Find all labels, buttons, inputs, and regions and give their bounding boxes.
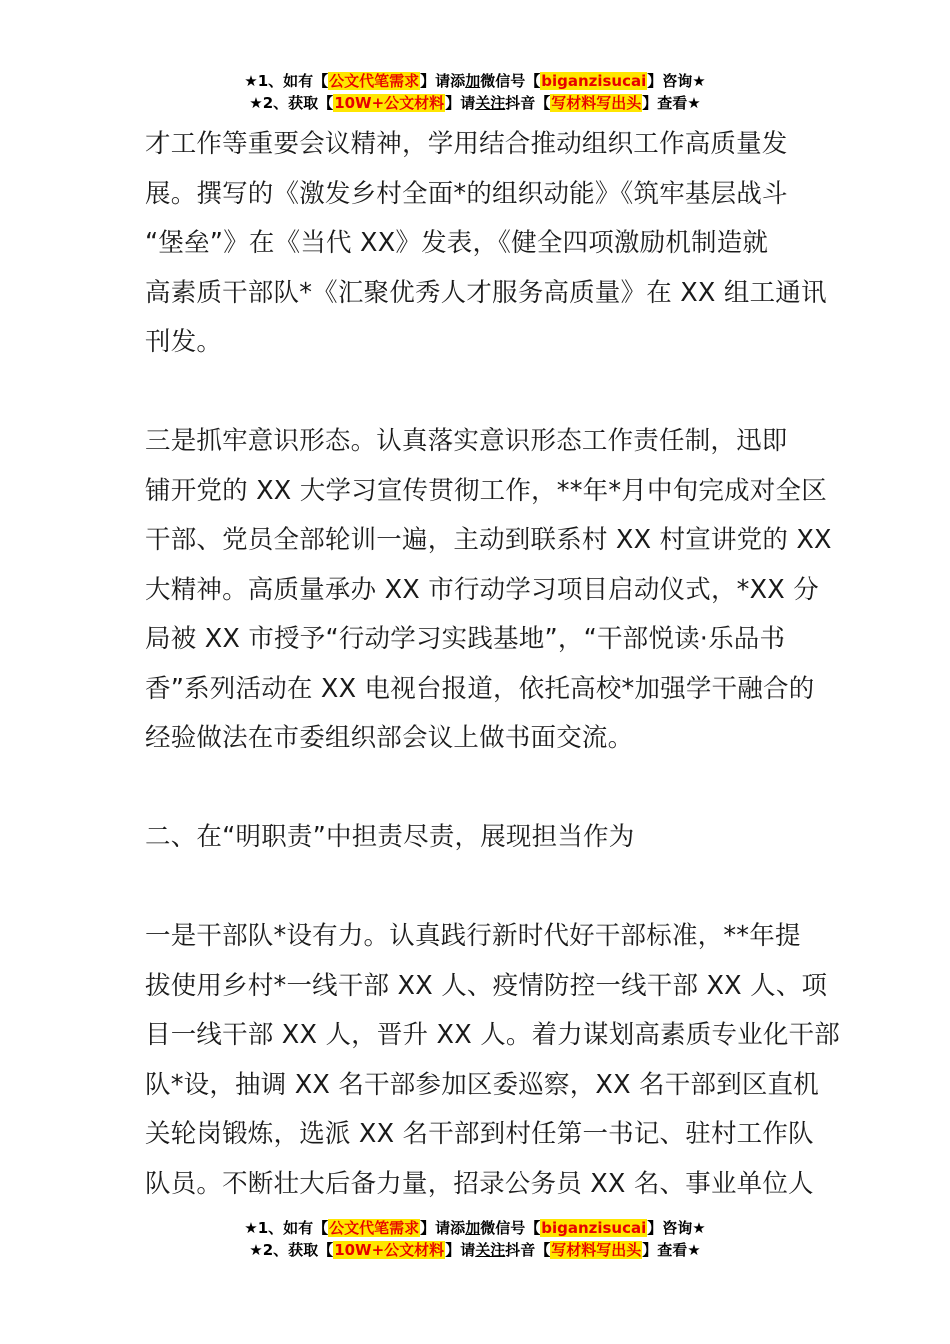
banner-text: 加: [465, 1219, 481, 1237]
text-line: 三是抓牢意识形态。认真落实意识形态工作责任制，迅即: [145, 426, 788, 456]
highlight-text: 10W+公文材料: [334, 1241, 445, 1259]
text-line: 队员。不断壮大后备力量，招录公务员 XX 名、事业单位人: [145, 1168, 814, 1199]
highlight-text: 10W+公文材料: [334, 94, 445, 112]
banner-text: ★1、如有【: [244, 72, 329, 90]
text-line: 干部、党员全部轮训一遍，主动到联系村 XX 村宣讲党的 XX: [145, 525, 832, 555]
text-line: 一是干部队*设有力。认真践行新时代好干部标准，**年提: [145, 921, 801, 951]
text-line: 大精神。高质量承办 XX 市行动学习项目启动仪式，*XX 分: [145, 574, 819, 605]
paragraph-gap: [145, 764, 810, 814]
banner-text: 】请添: [420, 1219, 466, 1237]
banner-text: 】查看★: [642, 1241, 701, 1259]
banner-text: 】请: [445, 1241, 476, 1259]
banner-text: 微信号【: [480, 72, 541, 90]
text-line: 才工作等重要会议精神，学用结合推动组织工作高质量发: [145, 129, 788, 159]
text-line: “堡垒”》在《当代 XX》发表，《健全四项激励机制造就: [145, 228, 769, 258]
banner-text: 】咨询★: [647, 72, 706, 90]
document-body: [145, 120, 841, 1209]
banner-text: 】咨询★: [647, 1219, 706, 1237]
highlight-text: 写材料写出头: [551, 94, 642, 112]
text-line: 经验做法在市委组织部会议上做书面交流。: [145, 723, 634, 753]
banner-text: 】请: [445, 94, 476, 112]
highlight-text: 写材料写出头: [551, 1241, 642, 1259]
header-banner: [0, 70, 950, 114]
text-line: 刊发。: [145, 327, 223, 357]
banner-text: ★1、如有【: [244, 1219, 329, 1237]
footer-banner: [0, 1217, 950, 1261]
highlight-text: biganzisucai: [541, 1219, 647, 1237]
text-line: 拔使用乡村*一线干部 XX 人、疫情防控一线干部 XX 人、项: [145, 970, 828, 1001]
banner-text: 关注: [475, 1241, 506, 1259]
banner-text: 加: [465, 72, 481, 90]
highlight-text: biganzisucai: [541, 72, 647, 90]
text-line: 队*设，抽调 XX 名干部参加区委巡察，XX 名干部到区直机: [145, 1069, 819, 1100]
banner-text: 】请添: [420, 72, 466, 90]
paragraph-gap: [145, 863, 810, 913]
text-line: 二、在“明职责”中担责尽责，展现担当作为: [145, 822, 635, 852]
banner-text: 抖音【: [505, 94, 551, 112]
text-line: 局被 XX 市授予“行动学习实践基地”，“干部悦读·乐品书: [145, 624, 786, 654]
text-line: 关轮岗锻炼，选派 XX 名干部到村任第一书记、驻村工作队: [145, 1119, 814, 1149]
banner-line-1: [0, 1217, 950, 1239]
banner-line-2: [0, 92, 950, 114]
text-line: 目一线干部 XX 人，晋升 XX 人。着力谋划高素质专业化干部: [145, 1020, 841, 1050]
text-line: 展。撰写的《激发乡村全面*的组织动能》《筑牢基层战斗: [145, 178, 788, 209]
text-line: 高素质干部队*《汇聚优秀人才服务高质量》在 XX 组工通讯: [145, 277, 827, 308]
banner-text: 关注: [475, 94, 506, 112]
banner-text: ★2、获取【: [249, 1241, 334, 1259]
banner-line-2: [0, 1239, 950, 1261]
text-line: 香”系列活动在 XX 电视台报道，依托高校*加强学干融合的: [145, 673, 815, 704]
banner-text: ★2、获取【: [249, 94, 334, 112]
banner-line-1: [0, 70, 950, 92]
highlight-text: 公文代笔需求: [329, 1219, 420, 1237]
paragraph-gap: [145, 368, 810, 418]
banner-text: 抖音【: [505, 1241, 551, 1259]
highlight-text: 公文代笔需求: [329, 72, 420, 90]
banner-text: 微信号【: [480, 1219, 541, 1237]
banner-text: 】查看★: [642, 94, 701, 112]
text-line: 铺开党的 XX 大学习宣传贯彻工作，**年*月中旬完成对全区: [145, 475, 827, 506]
